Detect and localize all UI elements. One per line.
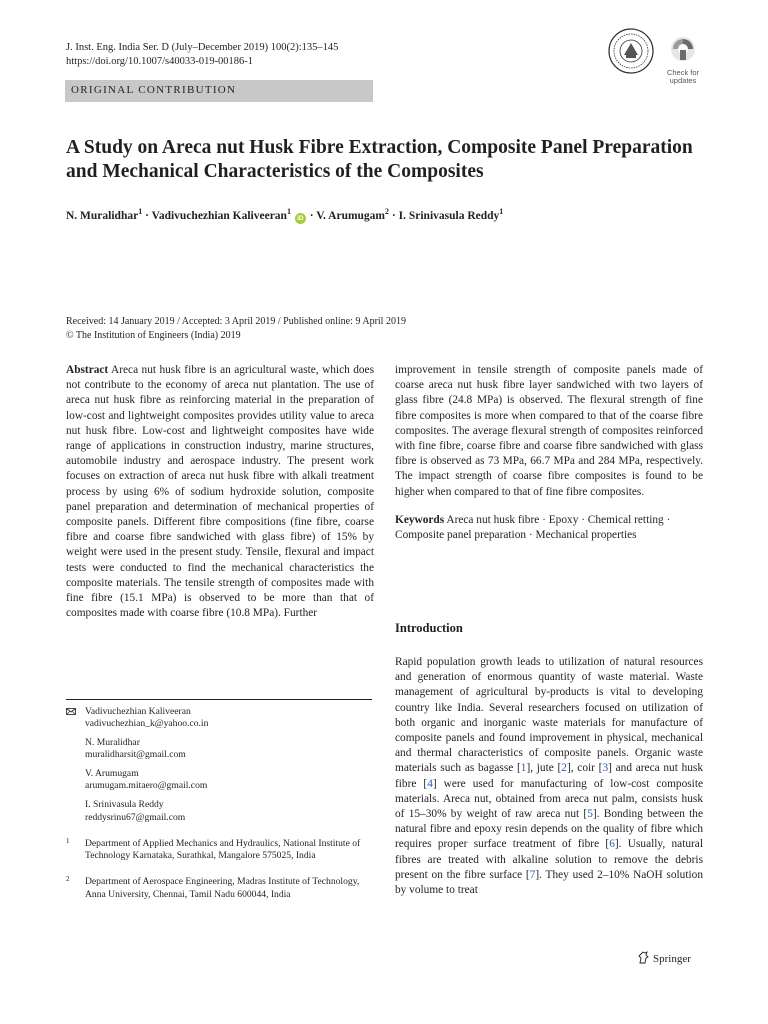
introduction-text — [395, 655, 703, 898]
citation-link[interactable]: 1 — [520, 762, 527, 775]
springer-horse-icon — [637, 951, 650, 964]
contact-entry — [66, 768, 376, 793]
check-for-updates-badge[interactable] — [662, 36, 704, 85]
affiliation-text: Department of Applied Mechanics and Hydraulics, National Institute of Technology Karnataka, Surathkal, Mangalore 575025, India — [85, 837, 361, 862]
intro-text-segment: ]. Bonding between the natural fibre and epoxy resin depends on the quality of fibre which requires proper surface treatment of fibre [ — [395, 808, 703, 851]
author-affiliation-sup: 1 — [499, 207, 504, 216]
article-type-label: ORIGINAL CONTRIBUTION — [71, 84, 237, 96]
author-separator: · — [142, 209, 152, 222]
publication-dates — [66, 315, 406, 342]
contact-email[interactable]: muralidharsit@gmail.com — [85, 749, 186, 761]
author-affiliation-sup: 2 — [385, 207, 390, 216]
contact-entry — [66, 706, 376, 731]
abstract-right-column — [395, 363, 703, 543]
intro-text-segment: Rapid population growth leads to utilization of natural resources and generation of enormous quantity of waste material. Waste management of agricultural by-products is vital to developing country like India. Several researchers focused on utilization of both organic and inorganic waste materials for manufacture of composite panels and found improvement in physical, mechanical and thermal characteristics of composite panels. Organic waste materials such as bagasse [ — [395, 656, 703, 775]
author-name[interactable]: V. Arumugam — [316, 209, 386, 222]
introduction-heading: Introduction — [395, 621, 463, 635]
intro-text-segment: ] were used for manufacturing of low-cost composite materials. Areca nut, obtained from areca nut palm, consists husk of 15–30% by weight of raw areca nut [ — [395, 777, 704, 821]
citation-link[interactable]: 7 — [529, 868, 536, 881]
contact-name: I. Srinivasula Reddy — [85, 799, 164, 811]
correspondence-block — [66, 706, 376, 901]
crossmark-line2: updates — [669, 76, 697, 85]
article-type-banner — [65, 80, 373, 102]
author-affiliation-sup: 1 — [138, 207, 143, 216]
journal-citation: J. Inst. Eng. India Ser. D (July–December 2019) 100(2):135–145 — [66, 42, 339, 53]
intro-text-segment: ]. They used 2–10% NaOH solution by volume to treat — [395, 868, 703, 897]
citation-link[interactable]: 2 — [561, 762, 567, 775]
institution-seal-icon — [608, 28, 654, 74]
author-name[interactable]: N. Muralidhar — [66, 209, 139, 222]
contact-name: Vadivuchezhian Kaliveeran — [85, 706, 191, 717]
affiliation-text: Department of Aerospace Engineering, Madras Institute of Technology, Anna University, Chennai, Tamil Nadu 600044, India — [85, 876, 360, 900]
copyright-line: © The Institution of Engineers (India) 2019 — [66, 329, 241, 341]
crossmark-label — [662, 69, 704, 85]
author-name[interactable]: Vadivuchezhian Kaliveeran — [151, 209, 287, 222]
contact-name: V. Arumugam — [85, 768, 139, 780]
publisher-footer — [637, 951, 691, 965]
author-affiliation-sup: 1 — [286, 207, 291, 216]
citation-link[interactable]: 6 — [609, 838, 615, 851]
author-separator: · — [389, 209, 399, 222]
abstract-left-column — [66, 363, 374, 621]
abstract-label: Abstract — [66, 364, 109, 376]
contact-email[interactable]: vadivuchezhian_k@yahoo.co.in — [85, 718, 209, 730]
abstract-text: Areca nut husk fibre is an agricultural waste, which does not contribute to the economy of areca nut plantation. The use of areca nut husk fibre as reinforcing material in the preparation of low-cost and lightweight composites provides utility value to areca nut husk fibre. Low-cost and lightweight composites have wide range of applications in construction industry, marine structures, automobile industry and aerospace industry. The present work focuses on extraction of areca nut husk fibre with alkali treatment process by using 6% of sodium hydroxide solution, composite panel preparation and determination of mechanical properties of composite panels. Different fibre compositions (fine fibre, coarse fibre and coarse fibre sandwiched with glass fibre) of 15% by weight were used in the present study. Tensile, flexural and impact tests were conducted to find the mechanical characteristics the composite materials. The tensile strength of composites made with fine fibre (15.1 MPa) is observed to be more than that of composites made with coarse fibre (10.8 MPa). Further — [66, 364, 375, 620]
intro-text-segment: ], coir [ — [566, 762, 603, 775]
contact-entry — [66, 799, 376, 824]
keywords-label: Keywords — [395, 513, 445, 526]
footnote-divider — [66, 699, 372, 700]
publisher-name: Springer — [653, 953, 691, 965]
affiliation-number: 2 — [66, 875, 70, 884]
affiliation-number: 1 — [66, 836, 70, 845]
journal-header — [66, 41, 338, 69]
doi-link[interactable]: https://doi.org/10.1007/s40033-019-00186-1 — [66, 56, 254, 67]
citation-link[interactable]: 3 — [602, 762, 609, 775]
intro-text-segment: ] and areca nut husk fibre [ — [395, 762, 704, 790]
keywords-text: Areca nut husk fibre · Epoxy · Chemical retting · Composite panel preparation · Mechanical properties — [395, 513, 671, 542]
article-title: A Study on Areca nut Husk Fibre Extraction, Composite Panel Preparation and Mechanical Characteristics of the Composites — [66, 137, 693, 182]
affiliation-entry — [66, 838, 376, 863]
citation-link[interactable]: 5 — [587, 808, 593, 821]
crossmark-line1: Check for — [666, 68, 700, 77]
citation-link[interactable]: 4 — [427, 777, 433, 790]
orcid-icon[interactable]: iD — [295, 213, 306, 224]
keywords — [395, 513, 703, 543]
contact-name: N. Muralidhar — [85, 737, 140, 749]
intro-text-segment: ], jute [ — [526, 762, 562, 775]
received-accepted-published: Received: 14 January 2019 / Accepted: 3 April 2019 / Published online: 9 April 2019 — [66, 316, 406, 327]
contact-email[interactable]: arumugam.mitaero@gmail.com — [85, 780, 208, 792]
contact-email[interactable]: reddysrinu67@gmail.com — [85, 811, 186, 823]
abstract-continued: improvement in tensile strength of composite panels made of coarse areca nut husk fibre layer sandwiched with two layers of glass fibre (24.8 MPa) is observed. The flexural strength of fine fibre composites is more when compared to that of the coarse fibre composites. The average flexural strength of composites reinforced with fine fibre, coarse fibre and coarse fibre sandwiched with glass fibre is observed as 73 MPa, 66.7 MPa and 284 MPa, respectively. The impact strength of coarse fibre composites is found to be higher when compared to that of fine fibre composites. — [395, 364, 703, 498]
crossmark-icon — [662, 36, 704, 62]
author-list — [66, 204, 706, 224]
contact-entry — [66, 737, 376, 762]
affiliation-entry — [66, 876, 376, 901]
author-name[interactable]: I. Srinivasula Reddy — [398, 209, 500, 222]
author-separator: · — [306, 209, 317, 222]
envelope-icon — [66, 708, 76, 715]
intro-text-segment: ]. Usually, natural fibres are treated with alkaline solution to remove the debris present on the fibre surface [ — [395, 838, 703, 881]
